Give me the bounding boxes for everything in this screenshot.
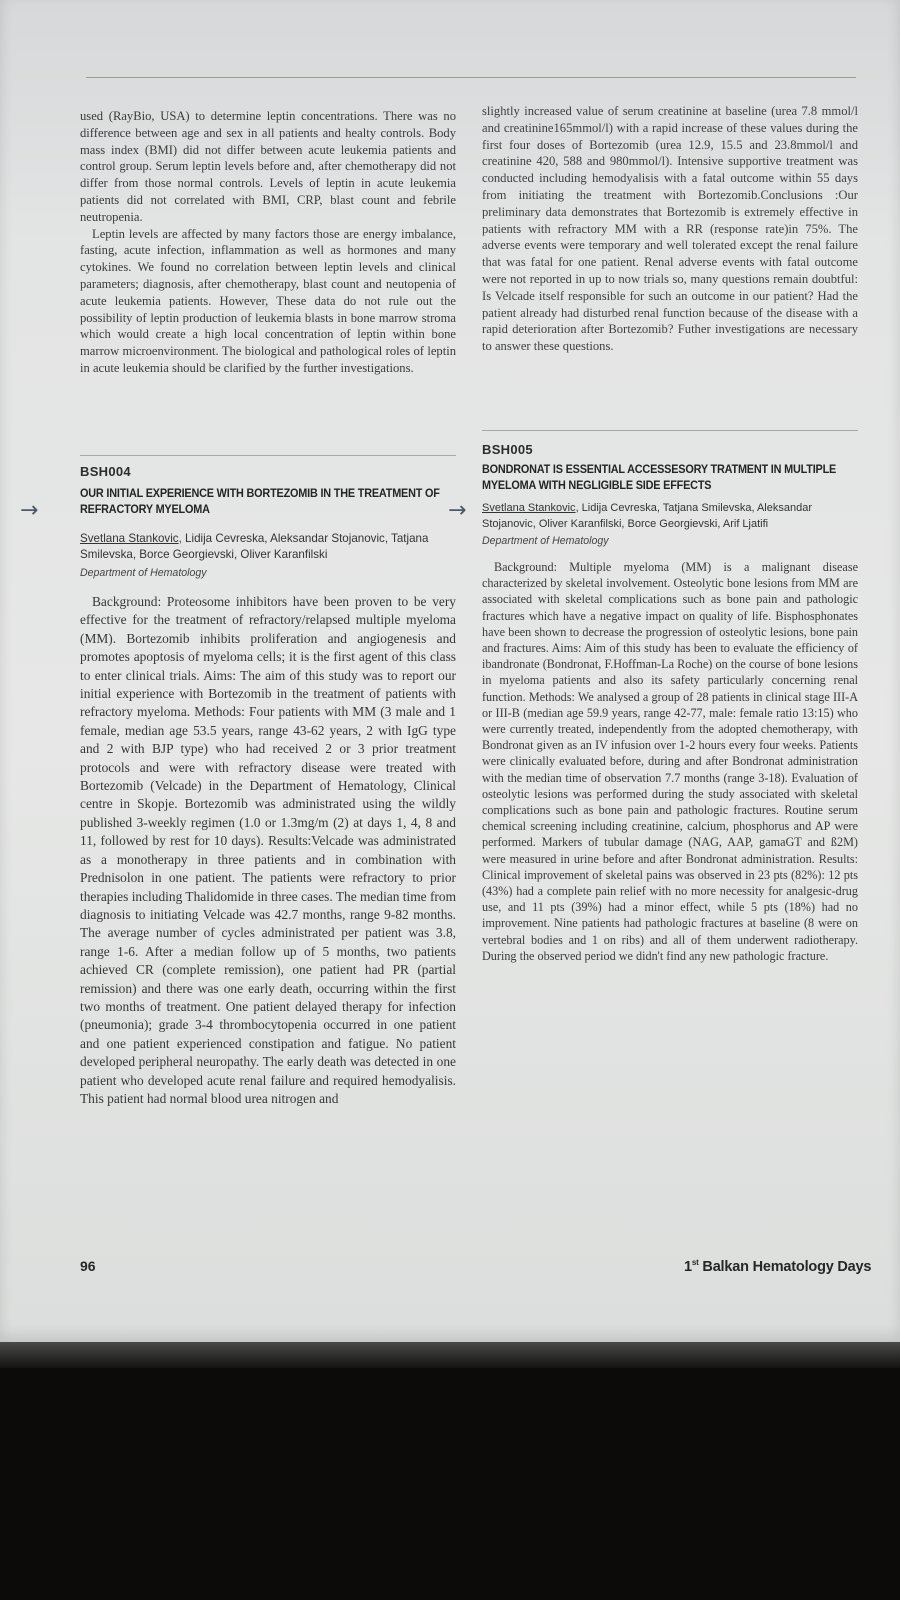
handwritten-arrow-right: → xyxy=(448,498,467,523)
abstract-title: BONDRONAT IS ESSENTIAL ACCESSESORY TRATMENT IN MULTIPLE MYELOMA WITH NEGLIGIBLE SIDE EFFECTS xyxy=(482,462,837,492)
intro-paragraph-2: Leptin levels are affected by many factors those are energy imbalance, fasting, acute infection, inflammation as well as hormones and many cytokines. We found no correlation between leptin levels and clinical parameters; diagnosis, after chemotherapy, blast count and neutopenia of acute leukemia patients. However, These data do not rule out the possibility of leptin production of leukemia blasts in bone marrow stroma which would create a high local concentration of leptin within bone marrow microenvironment. The biological and pathological roles of leptin in acute leukemia should be clarified by the further investigations. xyxy=(80,226,456,375)
event-name: Balkan Hematology Days xyxy=(698,1258,872,1275)
abstract-body: Background: Multiple myeloma (MM) is a malignant disease characterized by skeletal involvement. Osteolytic bone lesions from MM are associated with skeletal complications such as bone pain and pathologic fractures which have a negative impact on quality of life. Bisphosphonates have been shown to decrease the progression of osteolytic lesions, bone pain and fractures. Aims: Aim of this study has been to evaluate the efficiency of ibandronate (Bondronat, F.Hoffman-La Roche) on the course of bone lesions in myeloma patients and also its safety particularly concerning renal function. Methods: We analysed a group of 28 patients in clinical stage III-A or III-B (median age 59.9 years, range 42-77, male: female ratio 13:15) who were currently treated, independently from the adopted chemotherapy, with Bondronat given as an IV infusion over 1-2 hours every four weeks. Patients were clinically evaluated before, during and after Bondronat administration with the median time of observation 7.7 months (range 3-18). Evaluation of osteolytic lesions was performed during the study associated with skeletal complications such as bone pain and pathologic fractures. Routine serum chemical screening including creatinine, calcium, phosphorus and AP were performed. Markers of tubular damage (NAG, AAP, gamaGT and ß2M) were measured in urine before and after Bondronat administration. Results: Clinical improvement of skeletal pains was observed in 23 pts (82%): 12 pts (43%) had a complete pain relief with no more necessity for analgesic-drug use, and 11 pts (39%) had a minor effect, while 5 pts (18%) had no improvement. Nine patients had pathologic fractures at baseline (8 were on vertebral bodies and 1 on ribs) and all of them underwent radiotherapy. During the observed period we didn't find any new pathologic fracture. xyxy=(482,560,858,963)
abstract-bsh004 xyxy=(80,455,456,1108)
handwritten-arrow-left: → xyxy=(20,498,39,523)
event-ordinal-suffix: st xyxy=(691,1258,699,1267)
presenting-author: Svetlana Stankovic xyxy=(80,532,179,545)
section-rule xyxy=(482,430,858,431)
page-edge-shadow xyxy=(0,1342,900,1368)
abstract-code: BSH005 xyxy=(482,442,533,457)
co-authors: , Lidija Cevreska, Aleksandar Stojanovic, Tatjana Smilevska, Borce Georgievski, Oliver Karanfilski xyxy=(80,532,429,561)
continuation-paragraph: slightly increased value of serum creatinine at baseline (urea 7.8 mmol/l and creatinine165mmol/l) with a rapid increase of these values during the first four doses of Bortezomib (urea 12.9, 15.5 and 23.8mmol/l and creatinine 420, 588 and 980mmol/l). Intensive supportive treatment was conducted including hemodyalisis with a fatal outcome within 55 days from initiating the treatment with Bortezomib.Conclusions :Our preliminary data demonstrates that Bortezomib is extremely effective in patients with refractory MM with a RR (response rate)in 75%. The adverse events were temporary and well tolerated except the renal failure that was fatal for one patient. Renal adverse events with fatal outcome were not reported in up to now trials so, many questions remain doubtful: Is Velcade itself responsible for such an outcome in our patient? Had the patient already had disturbed renal function because of the disease with a rapid deterioration after Bortezomib? Futher investigations are necessary to answer these questions. xyxy=(482,104,858,354)
co-authors: , Lidija Cevreska, Tatjana Smilevska, Aleksandar Stojanovic, Oliver Karanfilski, Borce Georgievski, Arif Ljatifi xyxy=(482,502,812,530)
presenting-author: Svetlana Stankovic xyxy=(482,502,576,514)
header-rule xyxy=(86,77,856,78)
event-title xyxy=(684,1258,871,1275)
right-column xyxy=(482,103,858,355)
left-column xyxy=(80,108,456,377)
event-ordinal: 1 xyxy=(684,1258,692,1275)
abstract-department: Department of Hematology xyxy=(482,535,609,547)
abstract-authors xyxy=(80,531,456,563)
abstract-authors xyxy=(482,501,858,532)
section-rule xyxy=(80,455,456,456)
abstract-department: Department of Hematology xyxy=(80,567,207,579)
abstract-bsh005 xyxy=(482,430,858,964)
page-number: 96 xyxy=(80,1258,96,1274)
abstract-code: BSH004 xyxy=(80,464,131,479)
intro-paragraph-1: used (RayBio, USA) to determine leptin concentrations. There was no difference between age and sex in all patients and healty controls. Body mass index (BMI) did not differ between acute leukemia patients and control group. Serum leptin levels before and, after chemotherapy did not differ from those normal controls. Levels of leptin in acute leukemia patients did not correlated with BMI, CRP, blast count and febrile neutropenia. xyxy=(80,109,456,224)
abstract-body: Background: Proteosome inhibitors have been proven to be very effective for the treatment of refractory/relapsed multiple myeloma (MM). Bortezomib inhibits proliferation and angiogenesis and promotes apoptosis of myeloma cells; it is the first agent of this class to enter clinical trials. Aims: The aim of this study was to report our initial experience with Bortezomib in the treatment of patients with refractory myeloma. Methods: Four patients with MM (3 male and 1 female, median age 53.5 years, range 43-62 years, 2 with IgG type and 2 with BJP type) who had received 2 or 3 prior treatment protocols and were with refractory disease were treated with Bortezomib (Velcade) in the Department of Hematology, Clinical centre in Skopje. Bortezomib was administrated using the wildly published 3-weekly regimen (1.0 or 1.3mg/m (2) at days 1, 4, 8 and 11, followed by rest for 10 days). Results:Velcade was administrated as a monotherapy in three patients and in combination with Prednisolon in one patient. The patients were refractory to prior therapies including Thalidomide in three cases. The median time from diagnosis to initiating Velcade was 42.7 months, range 9-82 months. The average number of cycles administrated per patient was 3.8, range 1-6. After a median follow up of 5 months, two patients achieved CR (complete remission), one patient had PR (partial remission) and there was one early death, occurring within the first two months of treatment. One patient delayed therapy for infection (pneumonia); grade 3-4 thrombocytopenia occurred in one patient and one patient experienced constipation and fatigue. No patient developed peripheral neuropathy. The early death was detected in one patient who developed acute renal failure and required hemodyalisis. This patient had normal blood urea nitrogen and xyxy=(80,594,456,1106)
abstract-title: OUR INITIAL EXPERIENCE WITH BORTEZOMIB IN THE TREATMENT OF REFRACTORY MYELOMA xyxy=(80,486,440,516)
